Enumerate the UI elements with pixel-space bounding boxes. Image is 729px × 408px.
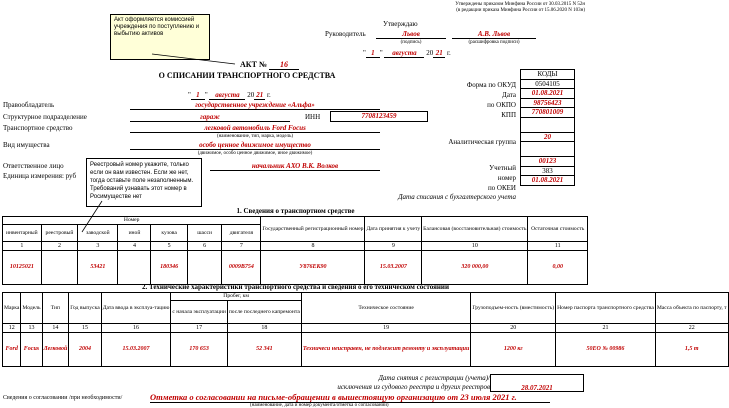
vehicle-brand: Ford	[5, 346, 18, 353]
code-okei: 383	[521, 166, 575, 176]
vehicle-mass: 1,5 т	[684, 346, 699, 353]
owner-value: государственное учреждение «Альфа»	[130, 101, 380, 110]
section1-col-4: иной	[118, 225, 151, 242]
section2-title: 2. Технические характеристики транспортного средства и сведения о его техническом состоянии	[142, 283, 449, 291]
section2-num: 14	[42, 324, 69, 333]
section1-num: 4	[118, 242, 151, 251]
section2-col-18: после последнего капремонта	[227, 301, 301, 324]
section1-num: 3	[78, 242, 118, 251]
owner-label: Правообладатель	[3, 101, 55, 109]
section2-col-16: Дата ввода в эксплуа-тацию	[101, 293, 171, 324]
agree-value: Отметка о согласовании на письме-обращении в вышестоящую организацию от 23 июля 2021 г.	[150, 392, 550, 403]
vehicle-year: 2004	[78, 346, 91, 353]
section2-num: 13	[21, 324, 42, 333]
resp-label: Ответственное лицо	[3, 162, 64, 170]
section1-group-number: Номер	[3, 217, 261, 225]
dereg-value: 28.07.2021	[490, 374, 584, 392]
section1-title: 1. Сведения о транспортном средстве	[236, 207, 355, 215]
vehicle-value: легковой автомобиль Ford Focus	[130, 124, 380, 133]
section2-data-row	[3, 333, 729, 367]
vehicle-type: Легковой	[43, 346, 68, 353]
approve-date: " 1 " августа 20 21 г.	[363, 49, 451, 57]
section2-group-mileage: Пробег, км	[171, 293, 301, 301]
section2-num: 18	[227, 324, 301, 333]
vehicle-model: Focus	[23, 346, 40, 353]
section2-num: 15	[69, 324, 101, 333]
resp-value: начальник АХО В.К. Волков	[210, 162, 380, 171]
vehicle-sub: (наименование, тип, марка, модель)	[216, 134, 294, 139]
section2-col-13: Модель	[21, 293, 42, 324]
approve-signature: Львов	[376, 30, 446, 39]
section1-col-3: заводской	[78, 225, 118, 242]
section1-num: 2	[41, 242, 78, 251]
dereg-label: Дата снятия с регистрации (учета)/ исключения из судового реестра и других реестров	[337, 374, 490, 391]
unit-label: Структурное подразделение	[3, 113, 87, 121]
section1-col-9: Дата принятия к учету	[365, 217, 422, 242]
section2-table	[2, 292, 729, 367]
approve-sub-name: (расшифровка подписи)	[468, 40, 520, 45]
code-empty-2	[521, 142, 575, 157]
code-okud: 0504105	[521, 79, 575, 89]
approve-sub-signature: (подпись)	[400, 40, 422, 45]
section1-col-10: Балансовая (восстановительная) стоимость	[422, 217, 528, 242]
code-account-number: 00123	[521, 157, 575, 167]
factory-number: 53421	[90, 264, 106, 271]
kind-value: особо ценное движимое имущество	[130, 141, 380, 150]
section1-data-row	[3, 251, 588, 285]
unit-value: гараж	[130, 113, 290, 122]
kind-label: Вид имущества	[3, 141, 50, 149]
section2-col-20: Грузоподъем-ность (вместимость)	[471, 293, 556, 324]
codes-table	[520, 69, 575, 186]
help-tooltip-registry: Реестровый номер укажите, только если он вам известен. Если же нет, тогда оставьте поле незаполненным. Требований узнавать этот номер в Росимуществе нет	[86, 158, 202, 207]
agree-sub: (наименование, дата и номер документа/отметка о согласовании)	[250, 403, 389, 408]
section1-num: 8	[261, 242, 365, 251]
section1-num: 9	[365, 242, 422, 251]
approve-role: Руководитель	[325, 30, 366, 38]
section2-num: 12	[3, 324, 21, 333]
section1-num: 1	[3, 242, 42, 251]
section1-num: 6	[187, 242, 222, 251]
inventory-number: 10125021	[9, 264, 34, 271]
codes-labels-2: Учетный номер по ОКЕИ	[487, 164, 516, 192]
body-number: 180346	[160, 264, 179, 271]
section2-num: 21	[556, 324, 656, 333]
kind-sub: (движимое, особо ценное движимое, иное движимое)	[197, 151, 313, 156]
inn-value: 7708123459	[330, 111, 428, 122]
act-date: " 1 " августа 20 21 г.	[188, 91, 271, 99]
code-okpo: 98756423	[521, 98, 575, 108]
codes-label-group: Аналитическая группа	[448, 138, 516, 146]
section2-col-15: Год выпуска	[69, 293, 101, 324]
section2-num: 22	[655, 324, 728, 333]
approve-title: Утверждаю	[383, 20, 418, 28]
section1-num: 11	[528, 242, 588, 251]
vehicle-label: Транспортное средство	[3, 124, 73, 132]
vehicle-commission-date: 15.03.2007	[122, 346, 150, 353]
act-title-number: АКТ № 16	[240, 60, 299, 70]
help-tooltip-commission: Акт оформляется комиссией учреждения по поступлению и выбытию активов	[110, 14, 210, 60]
section2-col-22: Масса объекта по паспорту, т	[655, 293, 728, 324]
mileage-total: 170 653	[189, 346, 209, 353]
section1-col-2: реестровый	[41, 225, 78, 242]
balance-cost: 320 000,00	[461, 264, 489, 271]
code-group: 20	[521, 132, 575, 142]
capacity: 1200 кг	[503, 346, 523, 353]
section1-col-5: кузова	[151, 225, 187, 242]
section1-col-6: шасси	[187, 225, 222, 242]
section2-col-12: Марка	[3, 293, 21, 324]
measure-label: Единица измерения: руб	[3, 172, 77, 180]
section2-num: 20	[471, 324, 556, 333]
residual-cost: 0,00	[552, 264, 563, 271]
section1-num: 7	[222, 242, 261, 251]
section1-col-7: двигателя	[222, 225, 261, 242]
mileage-after-repair: 52 341	[256, 346, 273, 353]
plate-number: У876ЕК90	[299, 264, 327, 271]
code-date: 01.08.2021	[521, 89, 575, 99]
section2-num: 16	[101, 324, 171, 333]
code-kpp: 770801009	[521, 108, 575, 118]
code-empty-1	[521, 117, 575, 132]
codes-labels: Форма по ОКУД Дата по ОКПО КПП	[466, 81, 516, 119]
approve-name: А.В. Львов	[452, 30, 536, 39]
section2-col-14: Тип	[42, 293, 69, 324]
act-title: О СПИСАНИИ ТРАНСПОРТНОГО СРЕДСТВА	[158, 71, 336, 80]
section2-col-17: с начала эксплуатации	[171, 301, 227, 324]
code-writeoff-date: 01.08.2021	[521, 176, 575, 186]
section1-num: 10	[422, 242, 528, 251]
engine-number: 0009В754	[228, 264, 254, 271]
section2-col-21: Номер паспорта транспортного средства	[556, 293, 656, 324]
regulation-note: Утверждены приказом Минфина России от 30.03.2015 N 52н (в редакции приказа Минфина России от 15.06.2020 N 103н)	[455, 2, 585, 13]
inn-label: ИНН	[305, 113, 321, 121]
section2-col-19: Техническое состояние	[301, 293, 471, 324]
tech-condition: Техничеси неисправен, не подлежит ремонту и эксплуатации	[302, 346, 470, 353]
section1-col-8: Государственный регистрационный номер	[261, 217, 365, 242]
agree-label: Сведения о согласовании /при необходимости/	[3, 395, 123, 401]
accept-date: 15.03.2007	[379, 264, 407, 271]
tooltip-pointer	[150, 52, 240, 68]
passport-number: 50ЕО № 00986	[586, 346, 625, 353]
section2-num: 17	[171, 324, 227, 333]
section1-col-11: Остаточная стоимость	[528, 217, 588, 242]
codes-label-writeoff: Дата списания с бухгалтерского учета	[398, 193, 516, 201]
section1-col-1: инвентарный	[3, 225, 42, 242]
codes-header: КОДЫ	[521, 70, 575, 80]
section2-num: 19	[301, 324, 471, 333]
section1-num: 5	[151, 242, 187, 251]
section1-table	[2, 216, 588, 285]
